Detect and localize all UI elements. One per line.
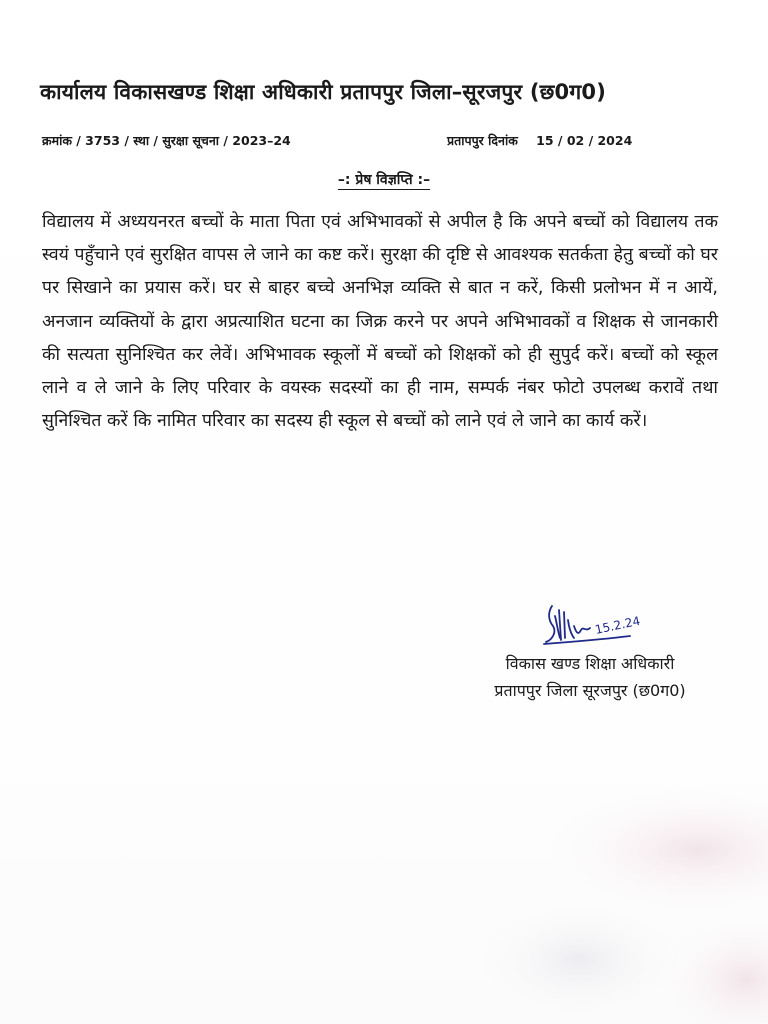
officer-signature <box>538 598 648 658</box>
issue-date: 15 / 02 / 2024 <box>536 133 633 148</box>
signature-date: 15.2.24 <box>593 613 642 637</box>
place-date-label: प्रतापपुर दिनांक <box>447 133 518 148</box>
press-release-title-text: –: प्रेष विज्ञप्ति :– <box>337 172 431 188</box>
signatory-designation: विकास खण्ड शिक्षा अधिकारी <box>505 654 675 673</box>
notice-body: विद्यालय में अध्ययनरत बच्चों के माता पिता एवं अभिभावकों से अपील है कि अपने बच्चों को विद्यालय तक स्वयं पहुँचाने एवं सुरक्षित वापस ले जाने का कष्ट करें। सुरक्षा की दृष्टि से आवश्यक सतर्कता हेतु बच्चों को घर पर सिखाने का प्रयास करें। घर से बाहर बच्चे अनभिज्ञ व्यक्ति से बात न करें, किसी प्रलोभन में न आयें, अनजान व्यक्तियों के द्वारा अप्रत्याशित घटना का जिक्र करने पर अपने अभिभावकों व शिक्षक से जानकारी की सत्यता सुनिश्चित कर लेवें। अभिभावक स्कूलों में बच्चों को शिक्षकों को ही सुपुर्द करें। बच्चों को स्कूल लाने व ले जाने के लिए परिवार के वयस्क सदस्यों का ही नाम, सम्पर्क नंबर फोटो उपलब्ध करावें तथा सुनिश्चित करें कि नामित परिवार का सदस्य ही स्कूल से बच्चों को लाने एवं ले जाने का कार्य करें। <box>42 212 718 432</box>
reference-number: क्रमांक / 3753 / स्था / सुरक्षा सूचना / 2023–24 <box>42 133 291 148</box>
signatory-block <box>440 650 740 704</box>
office-heading: कार्यालय विकासखण्ड शिक्षा अधिकारी प्रतापपुर जिला–सूरजपुर (छ0ग0) <box>40 80 606 104</box>
signatory-location: प्रतापपुर जिला सूरजपुर (छ0ग0) <box>494 681 686 700</box>
press-release-title <box>0 170 768 189</box>
place-date <box>447 132 632 149</box>
paper-smudge-decoration <box>470 780 768 1024</box>
